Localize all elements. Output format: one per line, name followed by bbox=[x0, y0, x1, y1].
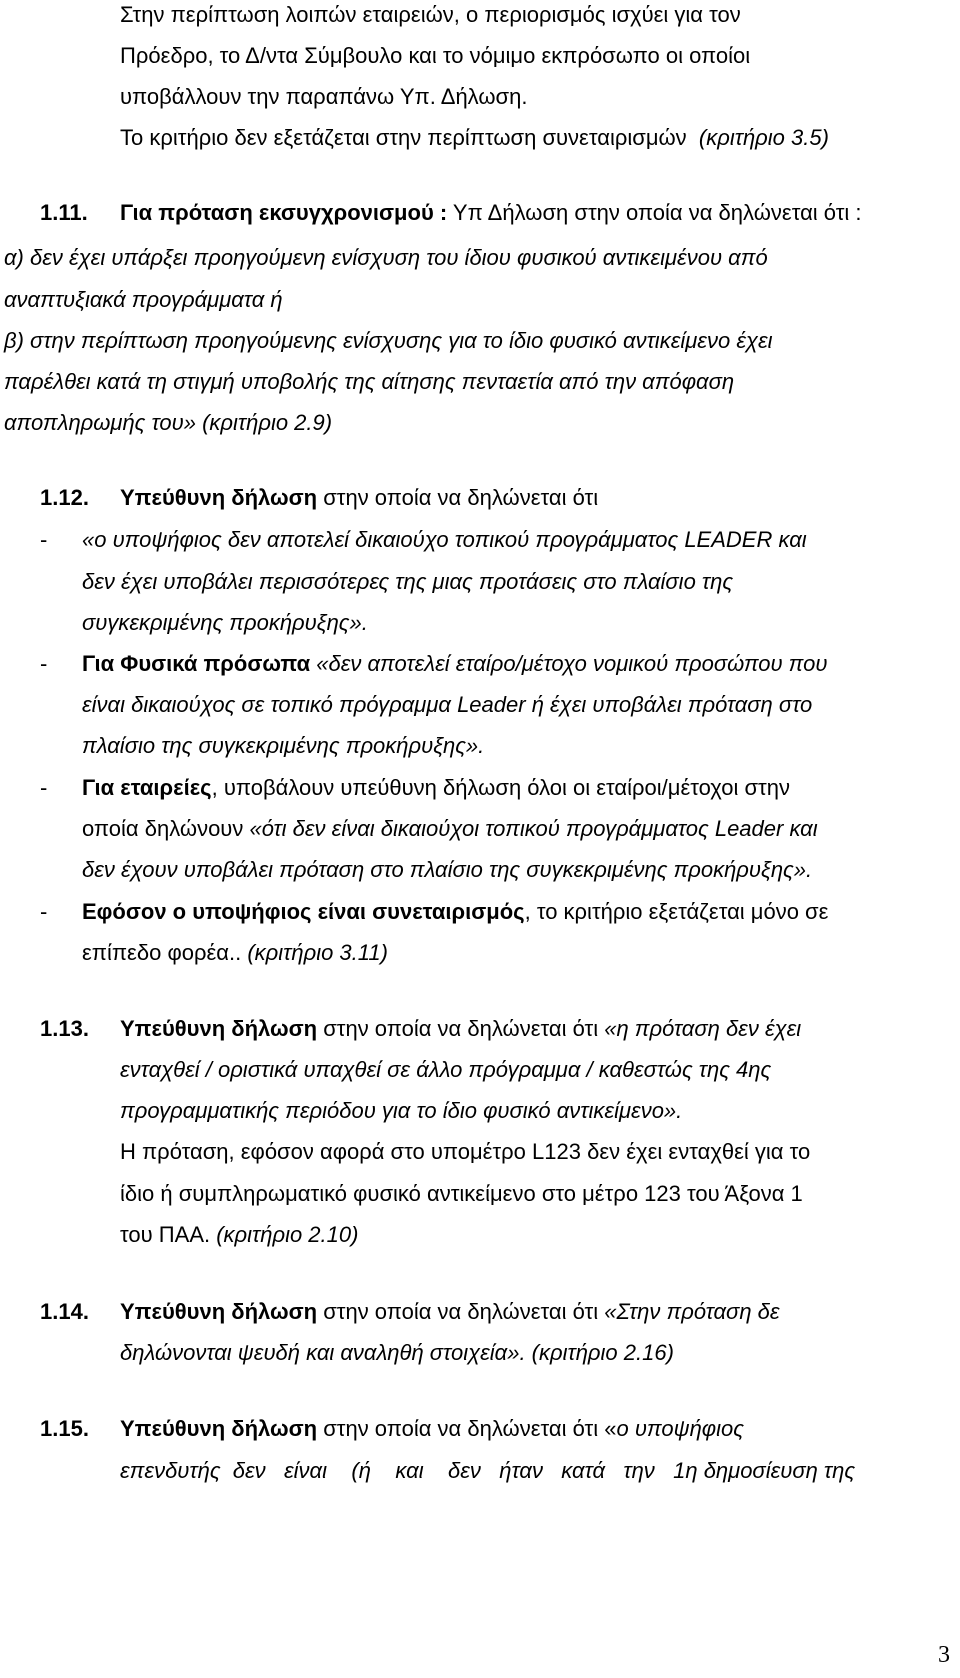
section-1-13-line-3: προγραμματικής περιόδου για το ίδιο φυσικό αντικείμενο». bbox=[120, 1098, 683, 1123]
bullet-4-line-1 bbox=[82, 899, 828, 925]
section-1-13-line-2: ενταχθεί / οριστικά υπαχθεί σε άλλο πρόγραμμα / καθεστώς της 4ης bbox=[120, 1057, 772, 1082]
section-1-12-rest: στην οποία να δηλώνεται ότι bbox=[317, 485, 599, 510]
section-number-1-15: 1.15. bbox=[40, 1416, 89, 1441]
section-1-15-bold: Υπεύθυνη δήλωση bbox=[120, 1416, 318, 1441]
section-1-11-line-2: α) δεν έχει υπάρξει προηγούμενη ενίσχυση του ίδιου φυσικού αντικειμένου από bbox=[4, 245, 768, 270]
bullet-3-line-2-italic: «ότι δεν είναι δικαιούχοι τοπικού προγράμματος Leader και bbox=[249, 816, 818, 841]
section-1-15-line-2: επενδυτής δεν είναι (ή και δεν ήταν κατά την 1η δημοσίευση της bbox=[120, 1458, 856, 1483]
section-1-14-bold: Υπεύθυνη δήλωση bbox=[120, 1299, 318, 1324]
bullet-2-rest: «δεν αποτελεί εταίρο/μέτοχο νομικού προσώπου που bbox=[310, 651, 828, 676]
section-1-11-bold: Για πρόταση εκσυγχρονισμού : bbox=[120, 200, 448, 225]
section-1-13-line-6-italic: (κριτήριο 2.10) bbox=[216, 1222, 359, 1247]
bullet-2-line-1 bbox=[82, 651, 827, 677]
bullet-3-line-2-normal: οποία δηλώνουν bbox=[82, 816, 250, 841]
section-1-11-line-3: αναπτυξιακά προγράμματα ή bbox=[4, 287, 283, 312]
section-1-11-line-6: αποπληρωμής του» (κριτήριο 2.9) bbox=[4, 410, 333, 435]
section-1-13-heading bbox=[120, 1016, 801, 1042]
dash-bullet-2: - bbox=[40, 651, 48, 676]
section-1-12-bold: Υπεύθυνη δήλωση bbox=[120, 485, 318, 510]
bullet-4-line-2-italic: (κριτήριο 3.11) bbox=[247, 940, 388, 965]
intro-line-4 bbox=[120, 125, 829, 151]
bullet-4-bold: Εφόσον ο υποψήφιος είναι συνεταιρισμός bbox=[82, 899, 525, 924]
criterion-ref: (κριτήριο 3.5) bbox=[698, 125, 829, 150]
section-1-13-line-6-normal: του ΠΑΑ. bbox=[120, 1222, 217, 1247]
section-1-15-italic: ο υποψήφιος bbox=[616, 1416, 744, 1441]
intro-line-3: υποβάλλουν την παραπάνω Υπ. Δήλωση. bbox=[120, 84, 528, 109]
section-number-1-14: 1.14. bbox=[40, 1299, 89, 1324]
section-1-13-italic: «η πρόταση δεν έχει bbox=[604, 1016, 802, 1041]
section-1-14-heading bbox=[120, 1299, 780, 1325]
bullet-4-line-2 bbox=[82, 940, 388, 966]
section-1-12-heading bbox=[120, 485, 598, 511]
dash-bullet-1: - bbox=[40, 527, 48, 552]
bullet-3-bold: Για εταιρείες bbox=[82, 775, 212, 800]
section-1-11-line-4: β) στην περίπτωση προηγούμενης ενίσχυσης για το ίδιο φυσικό αντικείμενο έχει bbox=[4, 328, 773, 353]
section-1-14-line-2: δηλώνονται ψευδή και αναληθή στοιχεία». (κριτήριο 2.16) bbox=[120, 1340, 674, 1365]
bullet-1-line-3: συγκεκριμένης προκήρυξης». bbox=[82, 610, 368, 635]
section-1-13-bold: Υπεύθυνη δήλωση bbox=[120, 1016, 318, 1041]
bullet-4-rest: , το κριτήριο εξετάζεται μόνο σε bbox=[524, 899, 829, 924]
bullet-1-line-1: «ο υποψήφιος δεν αποτελεί δικαιούχο τοπικού προγράμματος LEADER και bbox=[82, 527, 807, 552]
bullet-3-line-2 bbox=[82, 816, 818, 842]
bullet-2-line-3: πλαίσιο της συγκεκριμένης προκήρυξης». bbox=[82, 733, 485, 758]
section-number-1-13: 1.13. bbox=[40, 1016, 89, 1041]
section-1-13-line-6 bbox=[120, 1222, 358, 1248]
section-1-11-rest: Υπ Δήλωση στην οποία να δηλώνεται ότι : bbox=[447, 200, 862, 225]
bullet-3-line-1 bbox=[82, 775, 790, 801]
intro-line-2: Πρόεδρο, το Δ/ντα Σύμβουλο και το νόμιμο εκπρόσωπο οι οποίοι bbox=[120, 43, 751, 68]
section-1-11-line-5: παρέλθει κατά τη στιγμή υποβολής της αίτησης πενταετία από την απόφαση bbox=[4, 369, 735, 394]
section-1-11-heading bbox=[120, 200, 862, 226]
section-1-15-heading bbox=[120, 1416, 744, 1442]
section-1-13-line-4: Η πρόταση, εφόσον αφορά στο υπομέτρο L123 δεν έχει ενταχθεί για το bbox=[120, 1139, 811, 1164]
section-1-13-rest: στην οποία να δηλώνεται ότι bbox=[317, 1016, 605, 1041]
dash-bullet-3: - bbox=[40, 775, 48, 800]
dash-bullet-4: - bbox=[40, 899, 48, 924]
bullet-3-line-3: δεν έχουν υποβάλει πρόταση στο πλαίσιο της συγκεκριμένης προκήρυξης». bbox=[82, 857, 813, 882]
section-1-15-rest: στην οποία να δηλώνεται ότι « bbox=[317, 1416, 617, 1441]
bullet-2-line-2: είναι δικαιούχος σε τοπικό πρόγραμμα Leader ή έχει υποβάλει πρόταση στο bbox=[82, 692, 813, 717]
section-number-1-12: 1.12. bbox=[40, 485, 89, 510]
bullet-4-line-2-normal: επίπεδο φορέα.. bbox=[82, 940, 248, 965]
page-number: 3 bbox=[938, 1642, 950, 1668]
bullet-2-bold: Για Φυσικά πρόσωπα bbox=[82, 651, 311, 676]
section-1-14-rest: στην οποία να δηλώνεται ότι bbox=[317, 1299, 605, 1324]
bullet-1-line-2: δεν έχει υποβάλει περισσότερες της μιας προτάσεις στο πλαίσιο της bbox=[82, 569, 734, 594]
section-1-13-line-5: ίδιο ή συμπληρωματικό φυσικό αντικείμενο στο μέτρο 123 του Άξονα 1 bbox=[120, 1181, 803, 1206]
section-number-1-11: 1.11. bbox=[40, 200, 88, 225]
section-1-14-italic: «Στην πρόταση δε bbox=[604, 1299, 780, 1324]
intro-line-4-text: Το κριτήριο δεν εξετάζεται στην περίπτωση συνεταιρισμών bbox=[120, 125, 687, 150]
bullet-3-rest: , υποβάλουν υπεύθυνη δήλωση όλοι οι εταίροι/μέτοχοι στην bbox=[211, 775, 790, 800]
intro-line-1: Στην περίπτωση λοιπών εταιρειών, ο περιορισμός ισχύει για τον bbox=[120, 2, 741, 27]
